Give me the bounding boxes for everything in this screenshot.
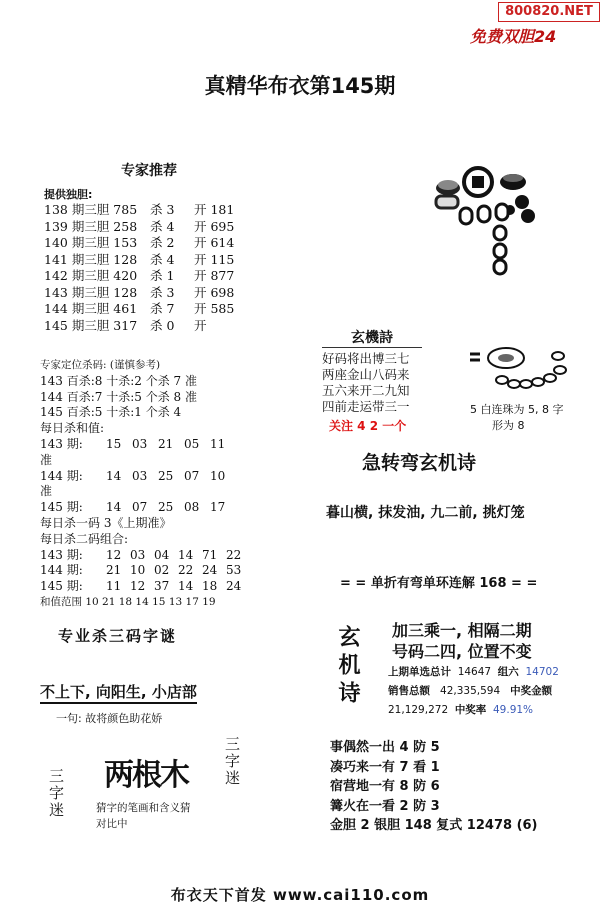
xuanji-poem	[322, 327, 422, 415]
expert-row	[44, 252, 260, 269]
expert-title: 专家推荐	[121, 163, 177, 179]
table-cell: 145 期:	[40, 579, 83, 594]
expert-cell-kill: 杀 4	[150, 251, 175, 267]
expert-cell-open: 开 115	[194, 251, 235, 267]
expert-cell-period: 139 期三胆 258	[44, 218, 138, 234]
table-cell: 25	[158, 468, 174, 483]
riddle-hint2-line: 猜字的笔画和含义猜	[96, 802, 191, 814]
position-kill-line: 145 百杀:5 十杀:1 个杀 4	[40, 405, 182, 420]
expert-cell-kill: 杀 0	[150, 317, 175, 333]
expert-cell-kill: 杀 1	[150, 268, 175, 283]
table-cell: 准	[40, 452, 53, 467]
bottom-line: 事偶然一出 4 防 5	[330, 740, 440, 755]
expert-row	[44, 219, 260, 236]
table-cell: 25	[158, 500, 174, 515]
xuanji-title: 玄機詩	[322, 327, 422, 348]
expert-cell-period: 141 期三胆 128	[44, 251, 138, 267]
expert-cell-period: 142 期三胆 420	[44, 268, 138, 283]
expert-cell-open: 开 585	[194, 301, 235, 316]
table-cell: 21	[106, 563, 122, 578]
lianzhu-note	[470, 402, 563, 434]
xuanji2-line: 号码二四, 位置不变	[392, 642, 532, 661]
table-cell: 24	[226, 579, 242, 594]
table-cell: 03	[132, 436, 148, 451]
table-cell: 21	[158, 436, 174, 451]
kill-section	[40, 358, 260, 611]
table-cell: 04	[154, 547, 170, 562]
xuanji2-lines	[392, 620, 532, 662]
big-word: 两根木	[104, 758, 188, 793]
sum-range: 和值范围 10 21 18 14 15 13 17 19	[40, 595, 216, 608]
stat-value: 14702	[525, 666, 559, 678]
side-label-right: 三字迷	[223, 736, 241, 787]
expert-cell-period: 143 期三胆 128	[44, 284, 138, 300]
table-cell: 11	[106, 579, 122, 594]
daily-two-table	[40, 548, 260, 595]
expert-cell-kill: 杀 4	[150, 218, 175, 234]
table-cell: 11	[210, 436, 226, 451]
table-cell: 71	[202, 547, 218, 562]
bottom-line: 金胆 2 银胆 148 复式 12478 (6)	[330, 818, 538, 833]
table-cell: 12	[106, 547, 122, 562]
xuanji2-vertical-title: 玄机诗	[335, 625, 360, 709]
table-cell: 22	[226, 547, 242, 562]
table-cell: 10	[210, 468, 226, 483]
table-cell: 15	[106, 436, 122, 451]
table-cell: 37	[154, 579, 170, 594]
expert-row	[44, 301, 260, 318]
table-cell: 145 期:	[40, 500, 83, 515]
position-kill-line: 143 百杀:8 十杀:2 个杀 7 准	[40, 373, 197, 388]
expert-cell-kill: 杀 7	[150, 301, 175, 316]
footer: 布衣天下首发 www.cai110.com	[170, 886, 430, 904]
table-row	[40, 563, 260, 579]
expert-cell-open: 开 181	[194, 202, 235, 217]
table-cell: 14	[178, 579, 194, 594]
expert-row	[44, 235, 260, 252]
side-label-left: 三字迷	[47, 768, 65, 819]
expert-row	[44, 268, 260, 285]
table-cell: 17	[210, 500, 226, 515]
expert-row	[44, 285, 260, 302]
danzhe-line: = = 单折有弯单环连解 168 = =	[340, 576, 538, 591]
riddle-hint: 一句: 故将颜色助花娇	[56, 712, 163, 725]
coin-pile-illustration	[418, 160, 548, 280]
poem-line: 五六来开二九知	[322, 383, 410, 398]
stat-label: 中奖金额	[510, 685, 553, 697]
daily-sum-label: 每日杀和值:	[40, 421, 105, 436]
table-cell: 53	[226, 563, 242, 578]
jizhuan-title: 急转弯玄机诗	[362, 452, 477, 474]
table-cell: 准	[40, 484, 53, 499]
bottom-line: 篝火在一看 2 防 3	[330, 798, 440, 814]
table-cell: 144 期:	[40, 563, 83, 578]
table-cell: 02	[154, 563, 170, 578]
sales-stats	[388, 663, 559, 720]
xuanji2-line: 加三乘一, 相隔二期	[392, 621, 532, 640]
daily-one: 每日杀一码 3《上期准》	[40, 515, 172, 530]
stat-label: 中奖率	[454, 704, 487, 716]
table-row	[40, 548, 260, 564]
expert-cell-open: 开	[194, 317, 207, 333]
poem-line: 两座金山八码来	[322, 367, 410, 382]
stat-label: 销售总额	[388, 685, 430, 697]
header-tag: 免费双胆24	[470, 27, 557, 46]
table-cell: 08	[184, 500, 200, 515]
expert-cell-kill: 杀 2	[150, 235, 175, 250]
expert-cell-period: 138 期三胆 785	[44, 202, 138, 217]
follow-note: 关注 4 2 一个	[329, 419, 407, 433]
table-cell: 07	[184, 468, 200, 483]
table-cell: 14	[178, 547, 194, 562]
bottom-line: 宿营地一有 8 防 6	[330, 779, 440, 794]
expert-cell-kill: 杀 3	[150, 284, 175, 300]
table-row	[40, 500, 260, 516]
table-cell: 03	[132, 468, 148, 483]
stat-value: 21,129,272	[388, 704, 449, 716]
stat-value: 49.91%	[493, 704, 534, 716]
table-cell: 14	[106, 500, 122, 515]
site-watermark: 800820.NET	[498, 2, 600, 22]
page-title: 真精华布衣第145期	[204, 74, 396, 98]
expert-cell-period: 140 期三胆 153	[44, 235, 138, 250]
expert-cell-open: 开 614	[194, 235, 235, 250]
bottom-line: 凑巧来一有 7 看 1	[330, 759, 440, 775]
riddle-title: 专业杀三码字谜	[58, 627, 178, 645]
table-cell: 10	[130, 563, 146, 578]
jizhuan-answer: 暮山横, 抹发油, 九二前, 挑灯笼	[326, 505, 525, 521]
riddle-answer: 不上下, 向阳生, 小店部	[40, 681, 197, 704]
expert-cell-period: 145 期三胆 317	[44, 317, 138, 333]
table-cell: 143 期:	[40, 547, 83, 562]
expert-cell-open: 开 698	[194, 284, 235, 300]
table-cell: 144 期:	[40, 468, 83, 483]
table-cell: 14	[106, 468, 122, 483]
position-kill-label: 专家定位杀码: (谨慎参考)	[40, 359, 161, 371]
riddle-hint2	[96, 800, 191, 832]
expert-sub-label: 提供独胆:	[44, 188, 93, 201]
table-cell: 22	[178, 563, 194, 578]
table-cell: 03	[130, 547, 146, 562]
expert-cell-period: 144 期三胆 461	[44, 301, 138, 316]
table-row	[40, 579, 260, 595]
table-cell: 143 期:	[40, 436, 83, 451]
expert-rows	[38, 202, 260, 334]
table-cell: 24	[202, 563, 218, 578]
expert-section	[38, 156, 260, 334]
bead-chain-illustration	[462, 340, 577, 400]
expert-row	[44, 318, 260, 335]
expert-cell-kill: 杀 3	[150, 202, 175, 217]
stat-value: 14647	[457, 666, 492, 678]
daily-two-label: 每日杀二码组合:	[40, 531, 129, 546]
expert-cell-open: 开 877	[194, 268, 235, 283]
lianzhu-line: 5 白连珠为 5, 8 字	[470, 403, 564, 416]
table-cell: 12	[130, 579, 146, 594]
riddle-hint2-line: 对比中	[96, 818, 128, 830]
expert-cell-open: 开 695	[194, 218, 235, 234]
poem-line: 四前走运带三一	[322, 399, 410, 414]
stat-label: 上期单选总计	[388, 666, 451, 678]
bottom-lines	[330, 738, 538, 836]
lianzhu-line: 形为 8	[492, 419, 525, 432]
stat-label: 组六	[497, 666, 519, 678]
table-cell: 18	[202, 579, 218, 594]
position-kill-line: 144 百杀:7 十杀:5 个杀 8 准	[40, 389, 197, 404]
table-cell: 05	[184, 436, 200, 451]
table-cell: 07	[132, 500, 148, 515]
stat-value: 42,335,594	[440, 685, 501, 697]
expert-row	[44, 202, 260, 219]
poem-line: 好码将出博三七	[322, 351, 410, 366]
